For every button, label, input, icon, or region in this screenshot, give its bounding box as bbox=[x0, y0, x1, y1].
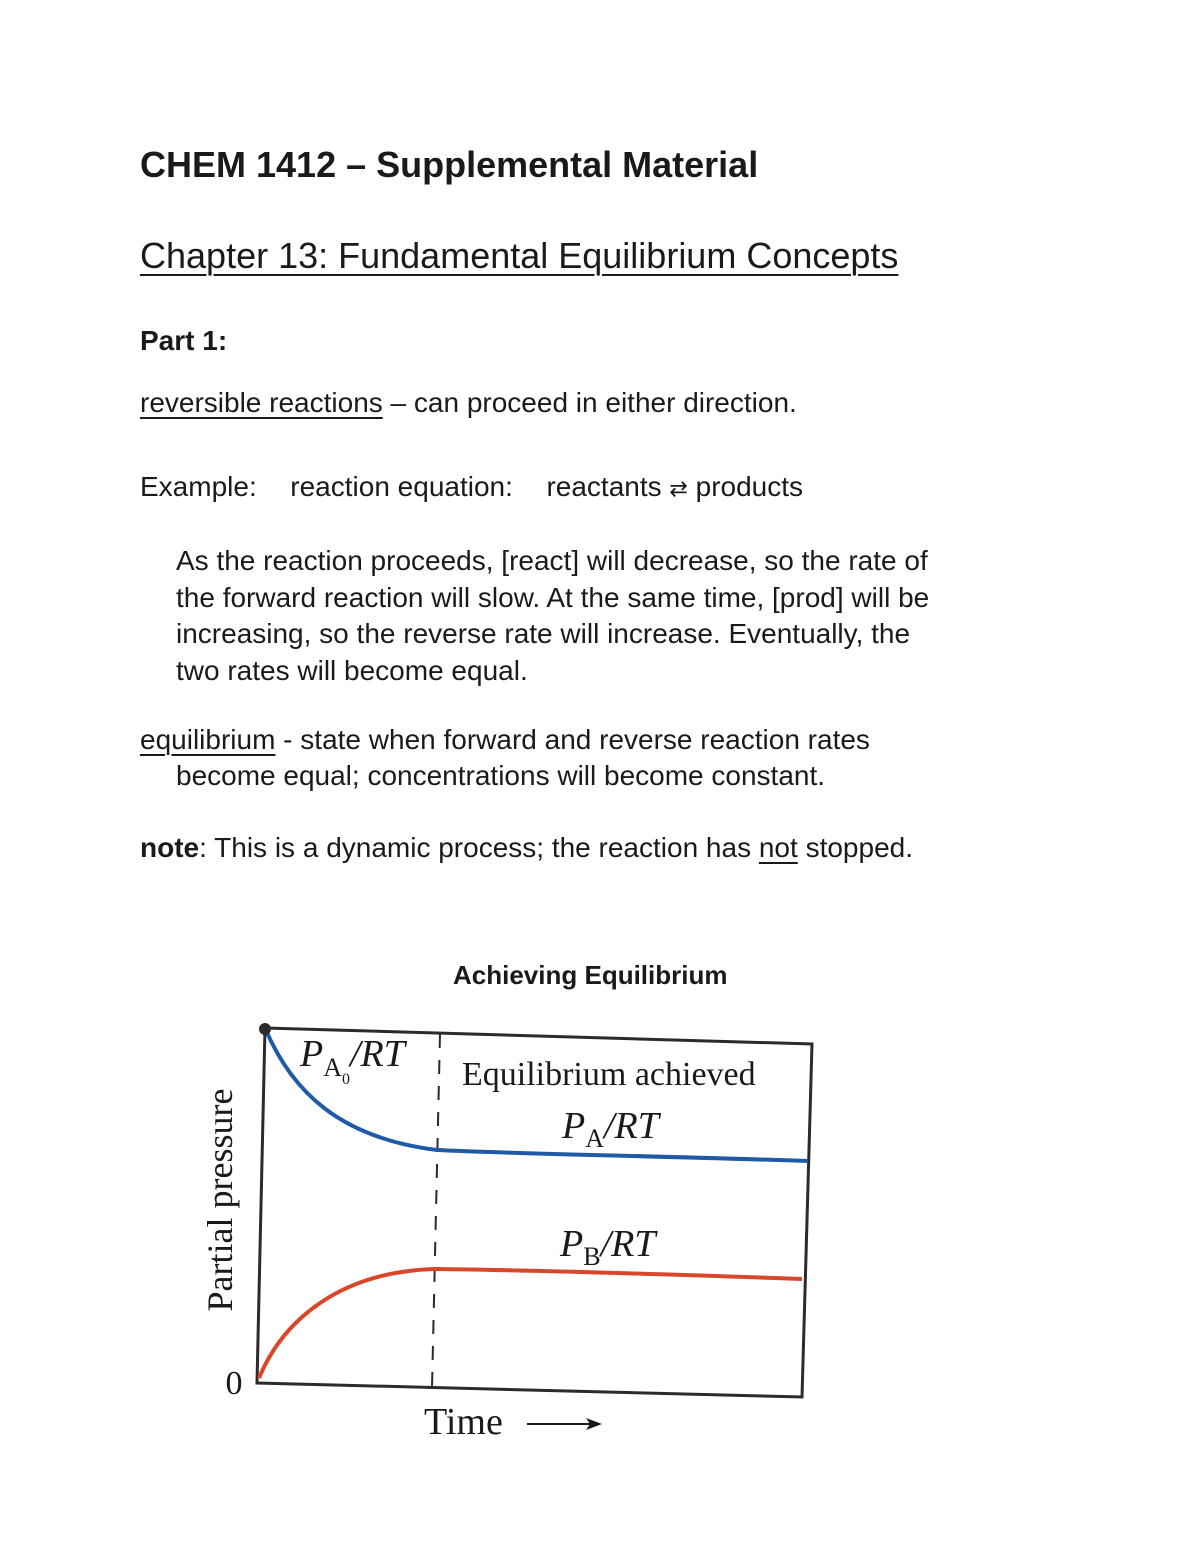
equilibrium-definition-cont: become equal; concentrations will become constant. bbox=[176, 760, 826, 791]
y-axis-label: Partial pressure bbox=[200, 1088, 240, 1312]
chapter-title: Chapter 13: Fundamental Equilibrium Concepts bbox=[140, 235, 899, 276]
initial-point bbox=[259, 1023, 271, 1035]
series-pb-line bbox=[259, 1269, 802, 1378]
equilibrium-marker-line bbox=[432, 1034, 440, 1388]
equilibrium-annotation: Equilibrium achieved bbox=[462, 1056, 756, 1093]
course-title: CHEM 1412 – Supplemental Material bbox=[140, 144, 759, 185]
note-line bbox=[140, 832, 913, 864]
reactants-text: reactants bbox=[546, 471, 662, 502]
explanation-line: the forward reaction will slow. At the same time, [prod] will be bbox=[176, 581, 930, 613]
note-label: note bbox=[140, 832, 200, 863]
example-line bbox=[140, 471, 803, 503]
x-axis-label: Time bbox=[424, 1401, 503, 1443]
part-heading: Part 1: bbox=[140, 325, 228, 356]
note-emphasis: not bbox=[758, 832, 798, 863]
series-pa-label: $P_A/RT$ bbox=[562, 1105, 659, 1153]
equilibrium-arrow: ⇄ bbox=[669, 477, 688, 502]
explanation-line: As the reaction proceeds, [react] will decrease, so the rate of bbox=[176, 545, 928, 576]
explanation-line: increasing, so the reverse rate will increase. Eventually, the bbox=[176, 618, 911, 649]
plot-frame bbox=[257, 1028, 812, 1397]
equilibrium-term: equilibrium bbox=[140, 724, 276, 755]
chart-title: Achieving Equilibrium bbox=[453, 960, 728, 990]
reversible-definition bbox=[140, 387, 797, 419]
series-pb-label: $P_B/RT$ bbox=[560, 1223, 656, 1271]
equilibrium-definition bbox=[140, 724, 870, 756]
equation-label: reaction equation: bbox=[290, 471, 513, 502]
reversible-term: reversible reactions bbox=[140, 387, 383, 418]
reversible-definition-text: – can proceed in either direction. bbox=[382, 387, 797, 418]
explanation-paragraph bbox=[176, 543, 1056, 689]
note-text: : This is a dynamic process; the reaction has bbox=[199, 832, 759, 863]
products-text: products bbox=[695, 471, 804, 502]
example-label: Example: bbox=[140, 471, 257, 502]
note-text-end: stopped. bbox=[797, 832, 913, 863]
equilibrium-definition-text: - state when forward and reverse reaction rates bbox=[275, 724, 870, 755]
x-axis-arrow-icon bbox=[527, 1418, 602, 1430]
explanation-line: two rates will become equal. bbox=[176, 654, 528, 686]
initial-label: $P_{A0}/RT$ bbox=[300, 1033, 405, 1088]
y-tick-label: 0 bbox=[225, 1365, 243, 1402]
series-pa-line bbox=[265, 1028, 808, 1161]
